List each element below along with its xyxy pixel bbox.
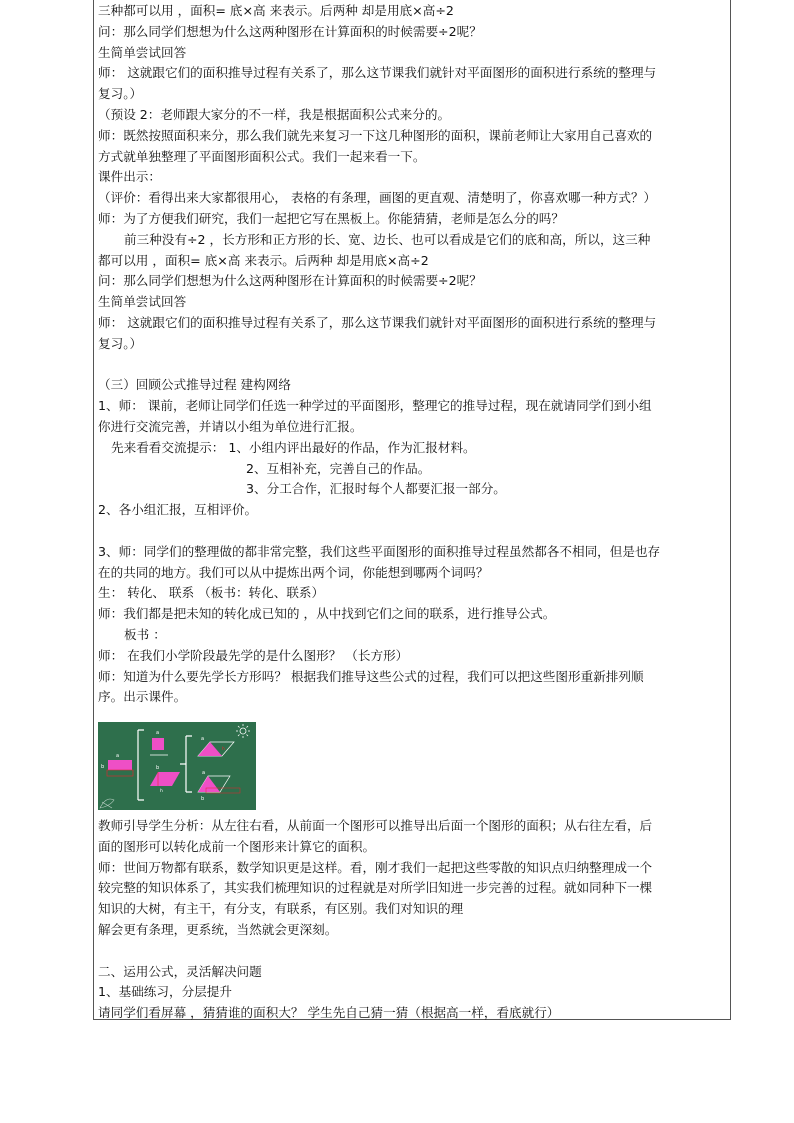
text-line: 课件出示： [98, 169, 161, 185]
text-line: 师： 这就跟它们的面积推导过程有关系了，那么这节课我们就针对平面图形的面积进行系统的整理与 [98, 65, 657, 81]
text-line: 问：那么同学们想想为什么这两种图形在计算面积的时候需要÷2呢？ [98, 273, 482, 289]
text-line: 复习。） [98, 86, 143, 102]
text-line: 生简单尝试回答 [98, 44, 187, 60]
text-line: 师： 这就跟它们的面积推导过程有关系了，那么这节课我们就针对平面图形的面积进行系统的整理与 [98, 314, 657, 330]
text-line: 教师引导学生分析：从左往右看，从前面一个图形可以推导出后面一个图形的面积；从右往左看，后 [98, 818, 653, 834]
text-line: 2、各小组汇报，互相评价。 [98, 502, 258, 518]
text-line: 知识的大树，有主干，有分支，有联系，有区别。我们对知识的理 [98, 901, 464, 917]
text-line: 方式就单独整理了平面图形面积公式。我们一起来看一下。 [98, 148, 426, 164]
text-line: 3、分工合作，汇报时每个人都要汇报一部分。 [246, 481, 506, 497]
shape-label: b [201, 796, 205, 803]
shape-label: b [101, 764, 105, 771]
text-line: 3、师：同学们的整理做的都非常完整，我们这些平面图形的面积推导过程虽然都各不相同，但是也存 [98, 543, 661, 559]
section-heading: 二、运用公式，灵活解决问题 [98, 963, 262, 979]
text-line: 前三种没有÷2 ，长方形和正方形的长、宽、边长、也可以看成是它们的底和高，所以，这三种 [124, 231, 651, 247]
text-line: 师：既然按照面积来分，那么我们就先来复习一下这几种图形的面积，课前老师让大家用自己喜欢的 [98, 127, 653, 143]
text-line: 师：我们都是把未知的转化成已知的 ，从中找到它们之间的联系，进行推导公式。 [98, 606, 556, 622]
shape-label: a [156, 730, 160, 737]
text-line: 先来看看交流提示： 1、小组内评出最好的作品，作为汇报材料。 [111, 439, 476, 455]
shape-label: a [202, 770, 206, 777]
text-line: 请同学们看屏幕 ，猜猜谁的面积大？ 学生先自己猜一猜（根据高一样，看底就行） [98, 1005, 560, 1021]
section-bottom [98, 816, 728, 1024]
shape-label: a [116, 753, 120, 760]
text-line: （预设 2：老师跟大家分的不一样，我是根据面积公式来分的。 [98, 106, 451, 122]
text-line: 1、师： 课前，老师让同学们任选一种学过的平面图形，整理它的推导过程，现在就请同学们到小组 [98, 398, 652, 414]
courseware-image [98, 722, 256, 810]
text-line: 都可以用 ，面积= 底×高 来表示。后两种 却是用底×高÷2 [98, 252, 429, 268]
text-line: 解会更有条理，更系统，当然就会更深刻。 [98, 922, 338, 938]
section-middle [98, 375, 728, 708]
text-line: 师：世间万物都有联系，数学知识更是这样。看，刚才我们一起把这些零散的知识点归纳整理成一个 [98, 859, 653, 875]
text-line: 面的图形可以转化成前一个图形来计算它的面积。 [98, 838, 376, 854]
section-top [98, 1, 728, 355]
text-line: （评价：看得出来大家都很用心， 表格的有条理，画图的更直观、清楚明了，你喜欢哪一种方式？） [98, 190, 657, 206]
text-line: 你进行交流完善，并请以小组为单位进行汇报。 [98, 418, 363, 434]
rectangle-shape [108, 760, 132, 770]
text-line: 师：为了方便我们研究，我们一起把它写在黑板上。你能猜猜，老师是怎么分的吗？ [98, 210, 564, 226]
shape-label: h [222, 747, 225, 753]
lesson-text [98, 1, 728, 1024]
text-line: 问：那么同学们想想为什么这两种图形在计算面积的时候需要÷2呢？ [98, 23, 482, 39]
text-line: 1、基础练习，分层提升 [98, 984, 232, 1000]
text-line: 师：知道为什么要先学长方形吗？ 根据我们推导这些公式的过程，我们可以把这些图形重新排列顺 [98, 668, 644, 684]
text-line: 复习。） [98, 335, 143, 351]
text-line: 三种都可以用 ，面积= 底×高 来表示。后两种 却是用底×高÷2 [98, 3, 454, 18]
shape-label: a [201, 736, 205, 743]
text-line: 在的共同的地方。我们可以从中提炼出两个词，你能想到哪两个词吗？ [98, 564, 489, 580]
text-line: 师： 在我们小学阶段最先学的是什么图形？ （长方形） [98, 647, 409, 663]
formula-derivation-diagram [98, 722, 256, 810]
text-line: 板书 ： [124, 626, 166, 642]
section-heading: （三）回顾公式推导过程 建构网络 [98, 377, 291, 393]
text-line: 2、互相补充，完善自己的作品。 [246, 460, 431, 476]
shape-label: b [156, 765, 160, 772]
shape-label: h [160, 789, 163, 795]
square-shape [152, 738, 164, 750]
text-line: 较完整的知识体系了，其实我们梳理知识的过程就是对所学旧知进一步完善的过程。就如同种下一棵 [98, 880, 653, 896]
text-line: 生： 转化、 联系 （板书：转化、联系） [98, 585, 325, 601]
text-line: 序。出示课件。 [98, 689, 187, 705]
text-line: 生简单尝试回答 [98, 294, 187, 310]
